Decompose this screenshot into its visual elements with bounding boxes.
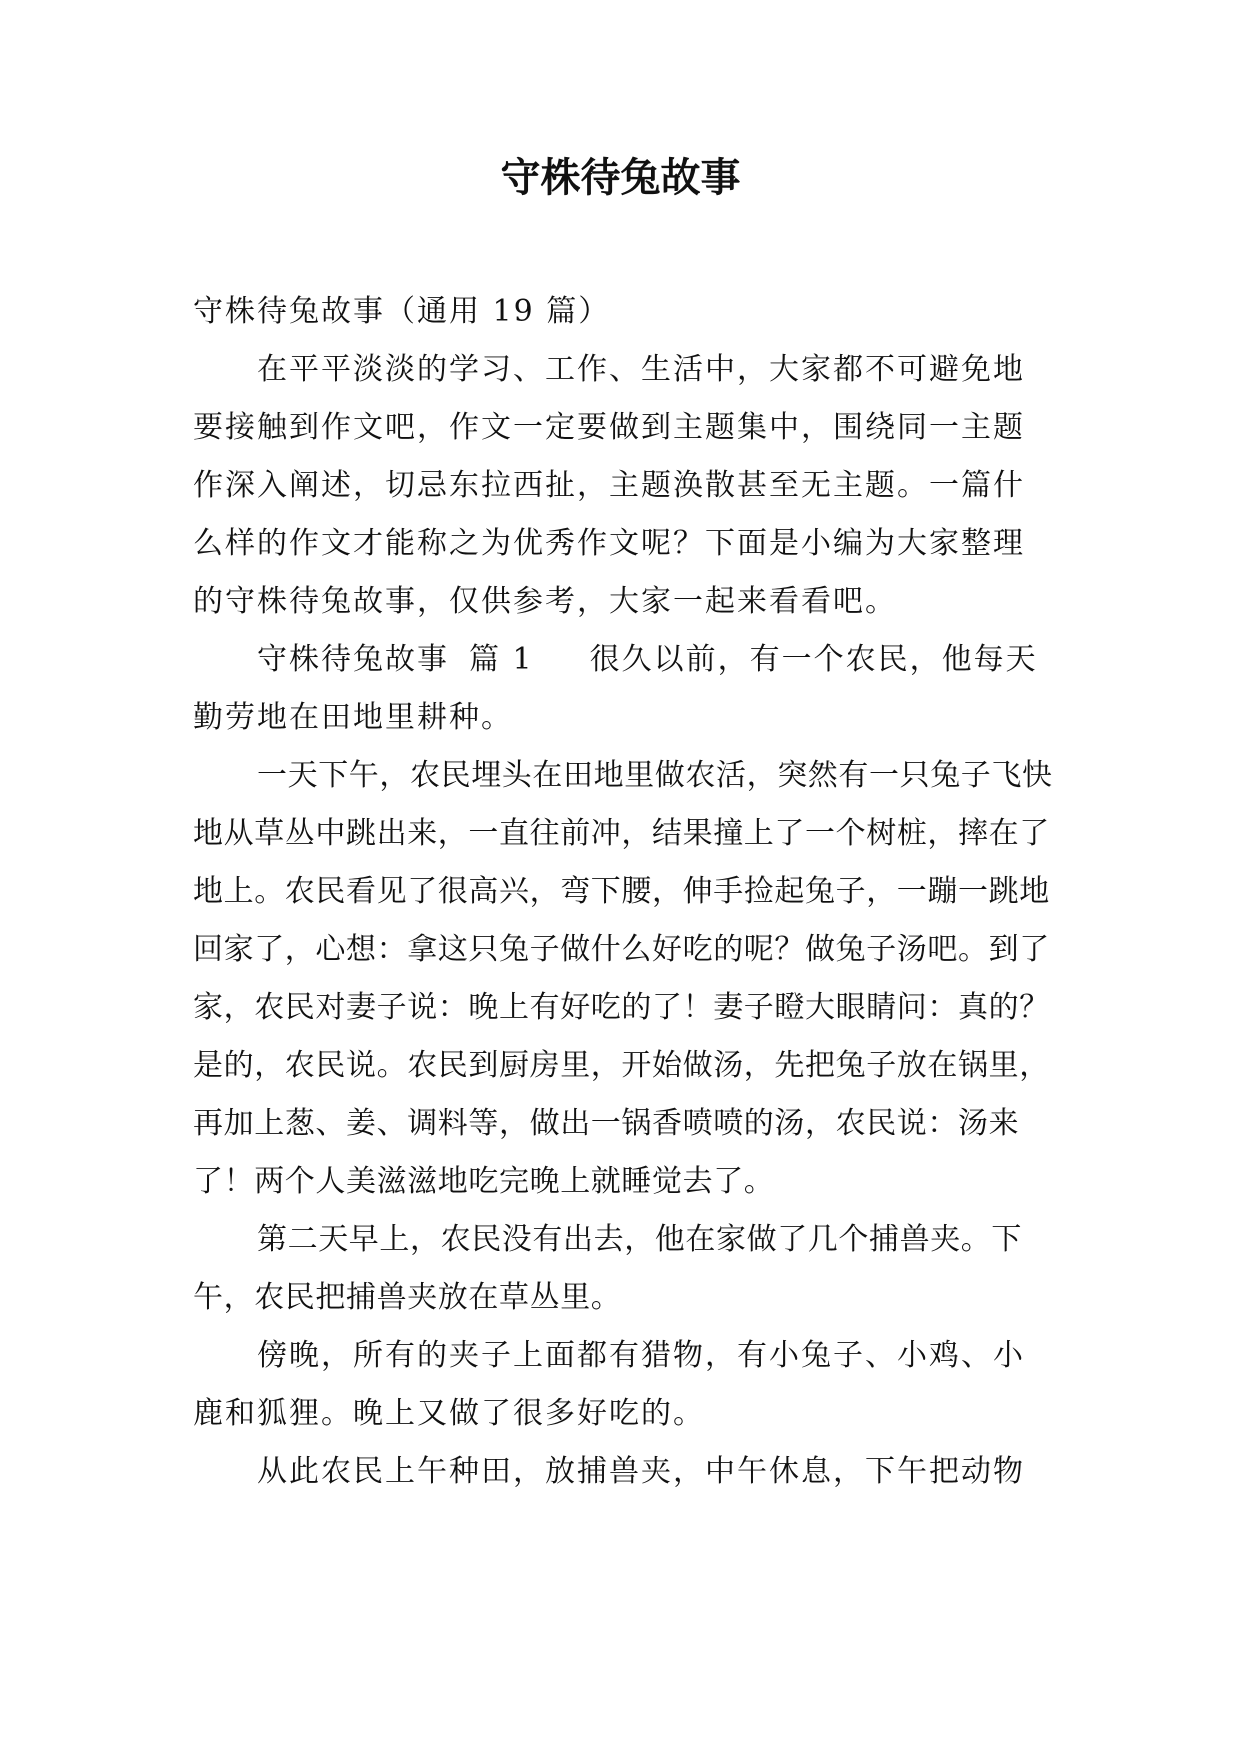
section-number: 篇 1 [469, 642, 534, 677]
document-body [193, 283, 1053, 1501]
section-first-text: 很久以前，有一个农民，他每天勤劳地在田地里耕种。 [193, 642, 1038, 735]
story-paragraph-3: 傍晚，所有的夹子上面都有猎物，有小兔子、小鸡、小鹿和狐狸。晚上又做了很多好吃的。 [193, 1338, 1025, 1431]
intro-paragraph: 在平平淡淡的学习、工作、生活中，大家都不可避免地要接触到作文吧，作文一定要做到主题集中，围绕同一主题作深入阐述，切忌东拉西扯，主题涣散甚至无主题。一篇什么样的作文才能称之为优秀作文呢？下面是小编为大家整理的守株待兔故事，仅供参考，大家一起来看看吧。 [193, 352, 1025, 619]
document-title: 守株待兔故事 [500, 155, 741, 201]
document-subtitle: 守株待兔故事（通用 19 篇） [193, 294, 611, 329]
story-paragraph-1: 一天下午，农民埋头在田地里做农活，突然有一只兔子飞快地从草丛中跳出来，一直往前冲，结果撞上了一个树桩，摔在了地上。农民看见了很高兴，弯下腰，伸手捡起兔子，一蹦一跳地回家了，心想：拿这只兔子做什么好吃的呢？做兔子汤吧。到了家，农民对妻子说：晚上有好吃的了！妻子瞪大眼睛问：真的？是的，农民说。农民到厨房里，开始做汤，先把兔子放在锅里，再加上葱、姜、调料等，做出一锅香喷喷的汤，农民说：汤来了！两个人美滋滋地吃完晚上就睡觉去了。 [193, 758, 1053, 1199]
story-paragraph-4: 从此农民上午种田，放捕兽夹，中午休息，下午把动物 [257, 1454, 1025, 1489]
section-1-paragraph [193, 631, 1053, 747]
section-heading: 守株待兔故事 [257, 642, 449, 677]
story-paragraph-2: 第二天早上，农民没有出去，他在家做了几个捕兽夹。下午，农民把捕兽夹放在草丛里。 [193, 1222, 1022, 1315]
